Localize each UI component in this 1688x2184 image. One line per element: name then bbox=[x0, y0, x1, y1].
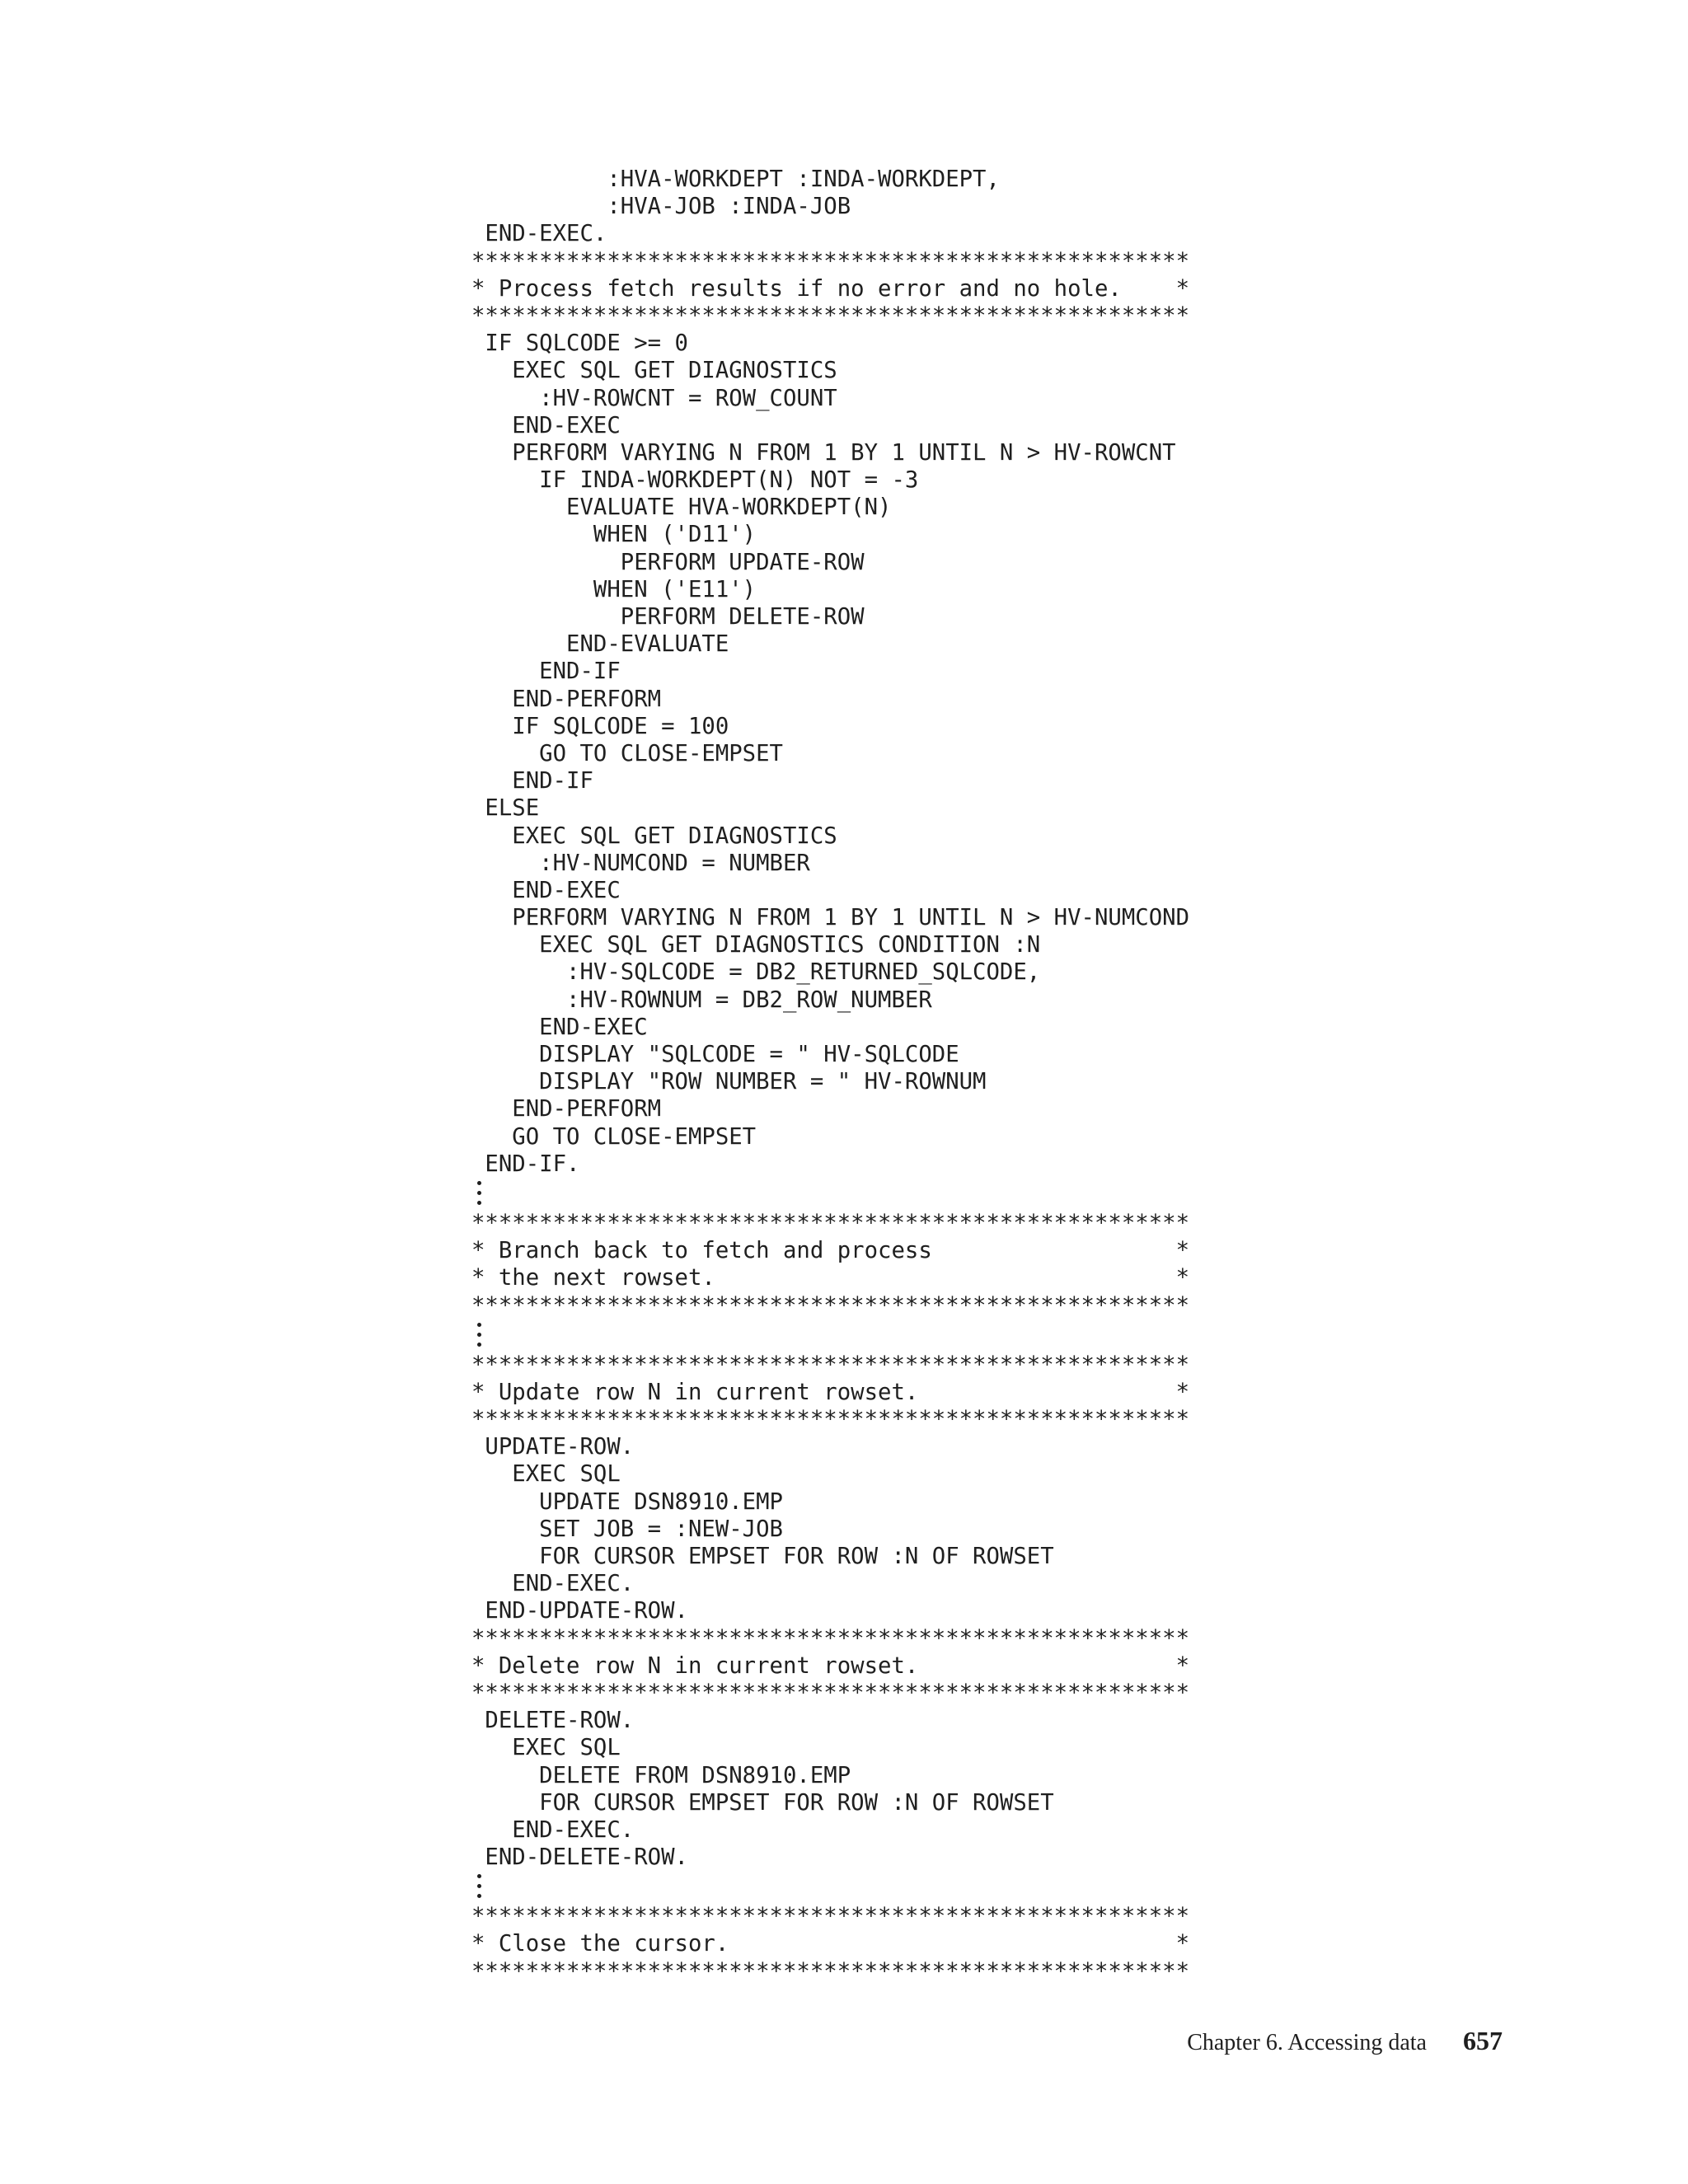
code-line: END-IF bbox=[471, 658, 621, 685]
code-line: EXEC SQL bbox=[471, 1461, 621, 1488]
code-line: ***************************************************** bbox=[471, 1904, 1190, 1930]
code-line: PERFORM VARYING N FROM 1 BY 1 UNTIL N > HV-ROWCNT bbox=[471, 439, 1176, 466]
code-line: END-UPDATE-ROW. bbox=[471, 1598, 688, 1624]
page-footer bbox=[1187, 2026, 1503, 2056]
page-number: 657 bbox=[1463, 2026, 1503, 2055]
code-line: END-IF. bbox=[471, 1151, 580, 1177]
code-line: EXEC SQL GET DIAGNOSTICS bbox=[471, 358, 837, 384]
code-line: DISPLAY "SQLCODE = " HV-SQLCODE bbox=[471, 1042, 959, 1067]
code-line: FOR CURSOR EMPSET FOR ROW :N OF ROWSET bbox=[471, 1544, 1054, 1569]
code-line: SET JOB = :NEW-JOB bbox=[471, 1516, 783, 1542]
code-line: ***************************************************** bbox=[471, 1407, 1190, 1433]
code-line: ***************************************************** bbox=[471, 302, 1190, 329]
code-line: * the next rowset. * bbox=[471, 1265, 1190, 1291]
code-line: ELSE bbox=[471, 795, 540, 822]
code-line: END-EXEC bbox=[471, 1014, 648, 1040]
code-line: END-EXEC bbox=[471, 877, 621, 903]
code-line: :HV-ROWCNT = ROW_COUNT bbox=[471, 385, 837, 411]
code-line: PERFORM UPDATE-ROW bbox=[471, 549, 865, 575]
code-line: EXEC SQL GET DIAGNOSTICS bbox=[471, 823, 837, 849]
code-line: :HVA-JOB :INDA-JOB bbox=[471, 194, 851, 220]
code-line: * Update row N in current rowset. * bbox=[471, 1379, 1190, 1405]
code-line: IF INDA-WORKDEPT(N) NOT = -3 bbox=[471, 467, 919, 494]
code-line: ***************************************************** bbox=[471, 1958, 1190, 1985]
code-line: PERFORM DELETE-ROW bbox=[471, 604, 865, 630]
code-line: END-PERFORM bbox=[471, 686, 662, 712]
code-listing bbox=[471, 166, 1296, 1985]
code-line: EXEC SQL bbox=[471, 1735, 621, 1761]
code-line: UPDATE-ROW. bbox=[471, 1434, 635, 1460]
code-line: GO TO CLOSE-EMPSET bbox=[471, 740, 783, 766]
code-line: ***************************************************** bbox=[471, 248, 1190, 274]
code-line: * Branch back to fetch and process * bbox=[471, 1238, 1190, 1264]
code-line: UPDATE DSN8910.EMP bbox=[471, 1488, 783, 1515]
code-ellipsis bbox=[471, 1871, 488, 1903]
code-line: END-DELETE-ROW. bbox=[471, 1844, 688, 1871]
code-ellipsis bbox=[471, 1319, 488, 1352]
code-line: IF SQLCODE >= 0 bbox=[471, 330, 688, 357]
code-line: * Delete row N in current rowset. * bbox=[471, 1652, 1190, 1679]
code-line: ***************************************************** bbox=[471, 1292, 1190, 1319]
code-line: ***************************************************** bbox=[471, 1352, 1190, 1378]
code-line: :HVA-WORKDEPT :INDA-WORKDEPT, bbox=[471, 166, 1000, 192]
code-line: PERFORM VARYING N FROM 1 BY 1 UNTIL N > HV-NUMCOND bbox=[471, 905, 1190, 931]
code-line: IF SQLCODE = 100 bbox=[471, 713, 729, 739]
chapter-title: Chapter 6. Accessing data bbox=[1187, 2030, 1427, 2055]
code-line: END-EXEC. bbox=[471, 1816, 635, 1843]
code-line: ***************************************************** bbox=[471, 1625, 1190, 1652]
code-line: * Process fetch results if no error and no hole. * bbox=[471, 275, 1190, 302]
code-line: END-EXEC. bbox=[471, 221, 607, 247]
code-line: END-EXEC bbox=[471, 412, 621, 438]
code-line: DELETE FROM DSN8910.EMP bbox=[471, 1762, 851, 1788]
code-line: DISPLAY "ROW NUMBER = " HV-ROWNUM bbox=[471, 1069, 987, 1095]
code-line: DELETE-ROW. bbox=[471, 1708, 635, 1734]
code-line: * Close the cursor. * bbox=[471, 1931, 1190, 1957]
code-line: WHEN ('D11') bbox=[471, 522, 757, 548]
code-line: WHEN ('E11') bbox=[471, 576, 757, 602]
code-line: ***************************************************** bbox=[471, 1680, 1190, 1706]
code-line: END-IF bbox=[471, 768, 593, 794]
code-line: END-PERFORM bbox=[471, 1096, 662, 1122]
code-line: :HV-NUMCOND = NUMBER bbox=[471, 850, 810, 876]
code-line: END-EXEC. bbox=[471, 1571, 635, 1597]
code-line: EXEC SQL GET DIAGNOSTICS CONDITION :N bbox=[471, 932, 1041, 958]
code-line: :HV-SQLCODE = DB2_RETURNED_SQLCODE, bbox=[471, 959, 1041, 986]
code-line: FOR CURSOR EMPSET FOR ROW :N OF ROWSET bbox=[471, 1789, 1054, 1816]
code-ellipsis bbox=[471, 1178, 488, 1210]
code-line: :HV-ROWNUM = DB2_ROW_NUMBER bbox=[471, 987, 932, 1013]
code-line: EVALUATE HVA-WORKDEPT(N) bbox=[471, 494, 892, 521]
code-line: GO TO CLOSE-EMPSET bbox=[471, 1123, 757, 1150]
code-line: ***************************************************** bbox=[471, 1210, 1190, 1236]
code-line: END-EVALUATE bbox=[471, 631, 729, 658]
